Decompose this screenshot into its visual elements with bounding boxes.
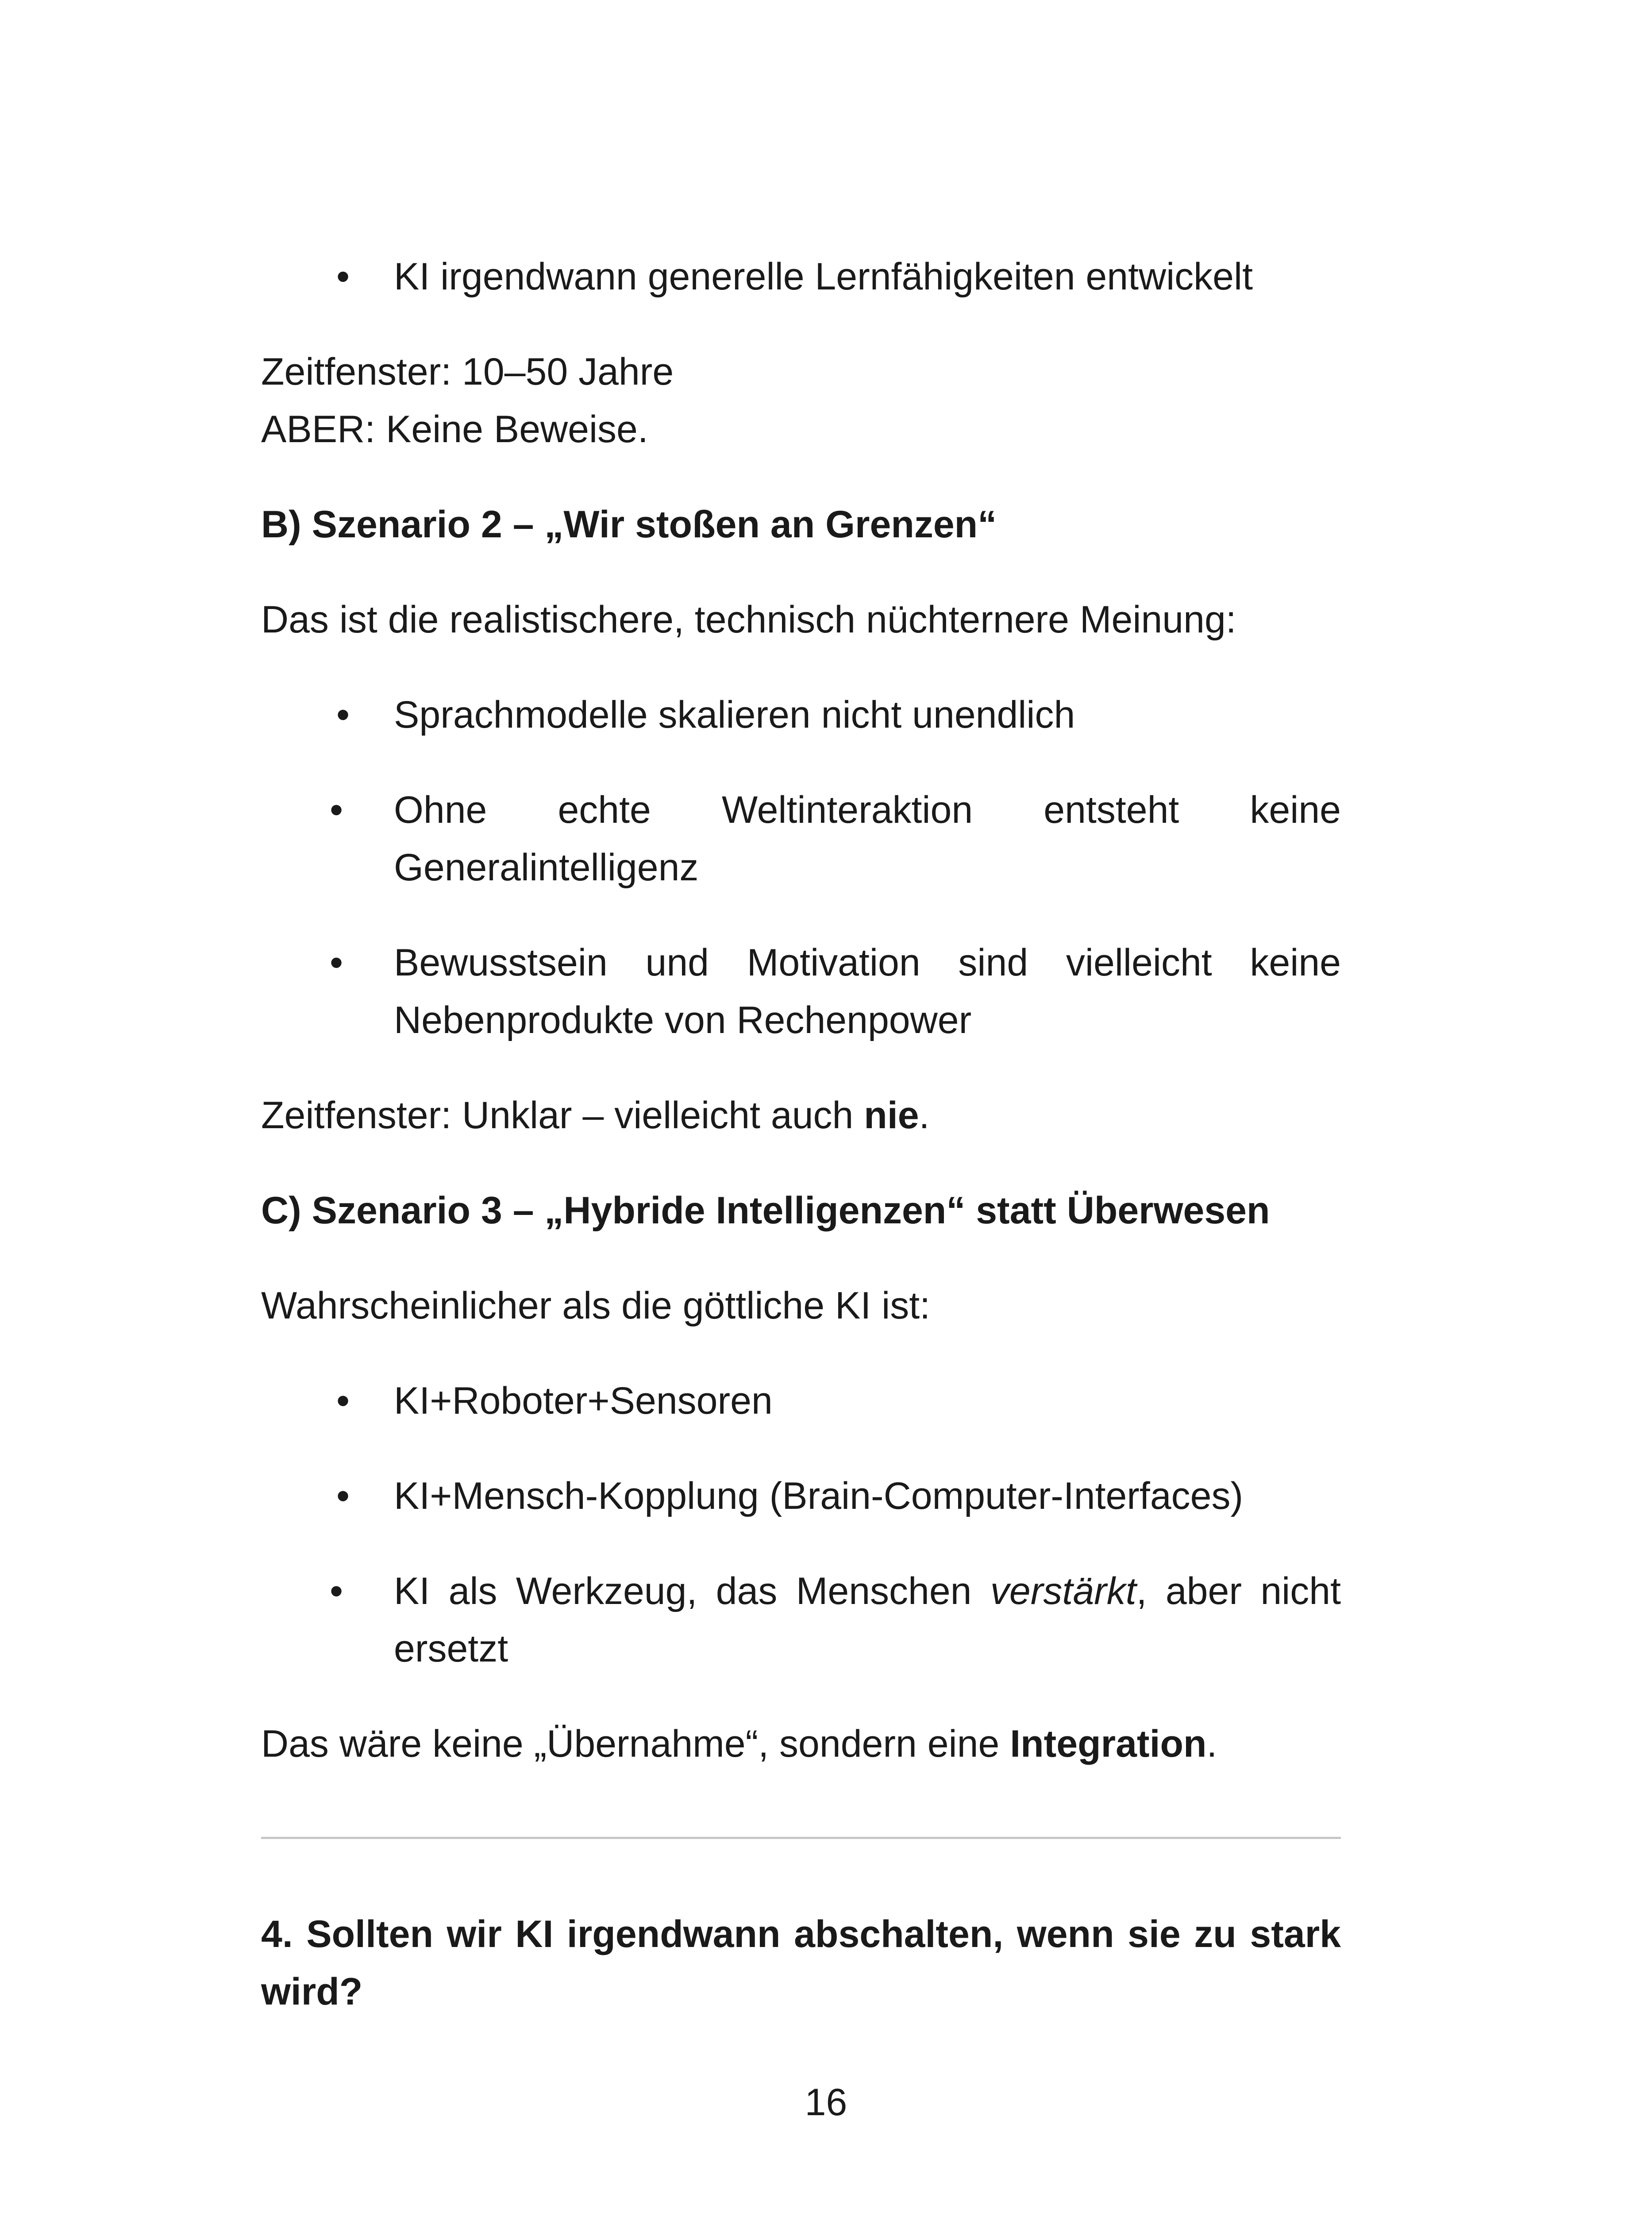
list-item <box>330 781 1341 896</box>
bullet-icon: • <box>336 1475 350 1517</box>
zeitfenster-emphasis: nie <box>864 1094 919 1137</box>
list-item-text-line1: Ohne echte Weltinteraktion entsteht keine <box>394 789 1341 831</box>
list-item-text-line2: Generalintelligenz <box>394 846 699 889</box>
list-item-text: KI+Mensch-Kopplung (Brain-Computer-Interfaces) <box>394 1475 1244 1517</box>
section-heading-4-line1: 4. Sollten wir KI irgendwann abschalten, wenn sie zu stark <box>261 1913 1341 1955</box>
section-heading-c: C) Szenario 3 – „Hybride Intelligenzen“ statt Überwesen <box>261 1189 1270 1232</box>
list-item-text-line2: ersetzt <box>394 1627 508 1670</box>
paragraph-closing <box>261 1715 1341 1773</box>
horizontal-divider <box>261 1837 1341 1839</box>
closing-suffix: . <box>1206 1723 1217 1765</box>
list-item-text: KI irgendwann generelle Lernfähigkeiten entwickelt <box>394 255 1253 298</box>
zeitfenster-suffix: . <box>919 1094 930 1137</box>
page-number: 16 <box>805 2081 847 2124</box>
section-heading-4 <box>261 1905 1341 2020</box>
list-item-text-line1 <box>394 1562 1341 1620</box>
list-item-text-post: , aber nicht <box>1136 1570 1341 1612</box>
bullet-icon: • <box>336 694 350 736</box>
closing-text: Das wäre keine „Übernahme“, sondern eine <box>261 1723 1010 1765</box>
paragraph-aber: ABER: Keine Beweise. <box>261 408 648 451</box>
section-heading-4-line2: wird? <box>261 1970 363 2013</box>
section-b-intro: Das ist die realistischere, technisch nüchternere Meinung: <box>261 598 1236 641</box>
list-item <box>336 248 1341 305</box>
list-item-text-line2: Nebenprodukte von Rechenpower <box>394 999 972 1041</box>
bullet-icon: • <box>336 1380 350 1422</box>
zeitfenster-text: Zeitfenster: Unklar – vielleicht auch <box>261 1094 864 1137</box>
list-item-text: KI+Roboter+Sensoren <box>394 1380 773 1422</box>
list-item-text-italic: verstärkt <box>990 1570 1136 1612</box>
list-item-text-line1: Bewusstsein und Motivation sind vielleicht keine <box>394 941 1341 984</box>
section-heading-b: B) Szenario 2 – „Wir stoßen an Grenzen“ <box>261 503 997 546</box>
list-item <box>330 1562 1341 1677</box>
list-item <box>336 686 1341 744</box>
bullet-icon: • <box>330 789 343 831</box>
list-item-text: Sprachmodelle skalieren nicht unendlich <box>394 694 1075 736</box>
bullet-icon: • <box>330 1570 343 1612</box>
list-item <box>336 1372 1341 1430</box>
paragraph-zeitfenster: Zeitfenster: 10–50 Jahre <box>261 351 674 393</box>
bullet-icon: • <box>336 255 350 298</box>
list-item <box>330 934 1341 1049</box>
list-item <box>336 1467 1341 1525</box>
closing-emphasis: Integration <box>1010 1723 1207 1765</box>
list-item-text-pre: KI als Werkzeug, das Menschen <box>394 1570 990 1612</box>
bullet-icon: • <box>330 941 343 984</box>
section-c-intro: Wahrscheinlicher als die göttliche KI ist: <box>261 1284 931 1327</box>
paragraph-zeitfenster-b <box>261 1087 1341 1144</box>
